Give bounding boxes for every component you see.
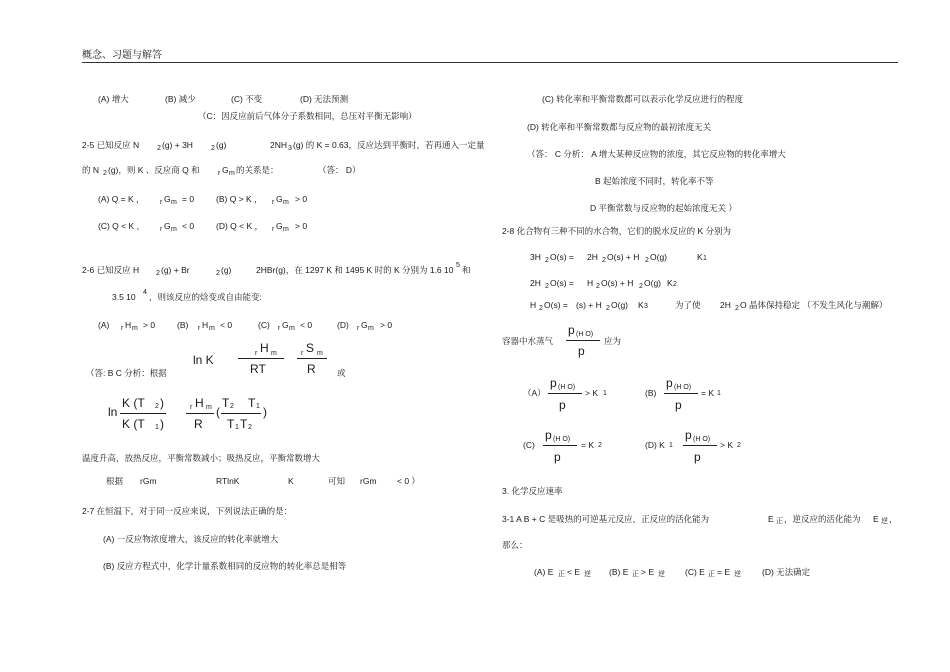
q28-stem: 2-8 化合物有三种不同的水合物，它们的脱水反应的 K 分别为 (502, 226, 732, 236)
q25-stem-part: 的 N (82, 165, 100, 175)
q26-conclusion: 温度升高，放热反应，平衡常数减小；吸热反应，平衡常数增大 (82, 453, 321, 463)
q27-stem: 2-7 在恒温下，对于同一反应来说，下列说法正确的是： (82, 506, 293, 516)
q27-note-d: D 平衡常数与反应物的起始浓度无关 ） (590, 203, 737, 213)
q26-stem-part: 2-6 已知反应 H (82, 265, 140, 275)
q24-note: （C：因反应前后气体分子系数相同，总压对平衡无影响） (198, 111, 417, 121)
q27-option-c: (C) 转化率和平衡常数都可以表示化学反应进行的程度 (542, 94, 744, 104)
q28-vapor-label: 容器中水蒸气 (502, 336, 554, 346)
q25-stem-part: (g) + 3H (162, 140, 193, 150)
q24-option-a: (A) 增大 (98, 94, 129, 104)
header-title: 概念、习题与解答 (82, 50, 162, 61)
q31-stem: 3-1 A B + C 是吸热的可逆基元反应，正反应的活化能为 (502, 514, 710, 524)
q27-option-a: (A) 一反应物浓度增大，该反应的转化率就增大 (103, 534, 279, 544)
q27-option-d: (D) 转化率和平衡常数都与反应物的最初浓度无关 (527, 122, 712, 132)
q26-stem-part: ，则该反应的焓变或自由能变: (149, 292, 262, 302)
q26-stem-part: (g) + Br (161, 265, 190, 275)
q25-stem-part: (g)，则 K 、反应商 Q 和 (108, 165, 200, 175)
q24-option-b: (B) 减少 (165, 94, 196, 104)
q25-option-c: (C) Q < K ， (98, 221, 145, 231)
q25-stem-part: (g) 的 K = 0.63，反应达到平衡时，若再通入一定量 (293, 140, 485, 150)
q25-stem-part: G (222, 165, 229, 175)
q26-option-a: (A) (98, 320, 110, 330)
q31-then: 那么： (502, 540, 528, 550)
q25-option-b: (B) Q > K ， (216, 194, 263, 204)
header-rule (82, 62, 898, 63)
q27-note-b: B 起始浓度不同时，转化率不等 (595, 176, 714, 186)
q25-option-d: (D) Q < K ， (216, 221, 263, 231)
q31-option-d: (D) 无法确定 (762, 567, 811, 577)
formula-or: 或 (337, 368, 346, 378)
q25-stem-part: 的关系是： (236, 165, 279, 175)
q26-stem-part: 和 (462, 265, 471, 275)
q25-option-a: (A) Q = K ， (98, 194, 145, 204)
q31-option-a: (A) E (534, 567, 554, 577)
q28-option-a: （A） (523, 388, 546, 398)
q24-option-d: (D) 无法预测 (300, 94, 349, 104)
q28-option-b: (B) (645, 388, 657, 398)
q25-stem-part: 2NH (270, 140, 288, 150)
q31-option-b: (B) E (609, 567, 629, 577)
q27-answer: （答： C 分析： A 增大某种反应物的浓度，其它反应物的转化率增大 (527, 149, 786, 159)
formula-lnk: ln K (193, 353, 214, 367)
q25-answer: （答： D） (318, 165, 361, 175)
q26-stem-part: (g) (221, 265, 232, 275)
q26-option-d: (D) (337, 320, 349, 330)
q25-stem-part: (g) (216, 140, 227, 150)
q27-option-b: (B) 反应方程式中，化学计量系数相同的反应物的转化率总是相等 (103, 561, 347, 571)
q28-option-d: (D) K (645, 440, 665, 450)
q26-stem-part: 3.5 10 (112, 292, 136, 302)
q28-option-c: (C) (523, 440, 535, 450)
q25-stem-part: 2-5 已知反应 N (82, 140, 140, 150)
q26-stem-part: 2HBr(g)，在 1297 K 和 1495 K 时的 K 分别为 1.6 10 (256, 265, 454, 275)
q31-option-c: (C) E (685, 567, 705, 577)
q26-option-b: (B) (177, 320, 189, 330)
formula-ln: ln (108, 405, 118, 419)
q26-answer: （答: B C 分析：根据 (86, 368, 167, 378)
section-3-title: 3. 化学反应速率 (502, 486, 563, 496)
q26-option-c: (C) (258, 320, 270, 330)
q24-option-c: (C) 不变 (231, 94, 263, 104)
